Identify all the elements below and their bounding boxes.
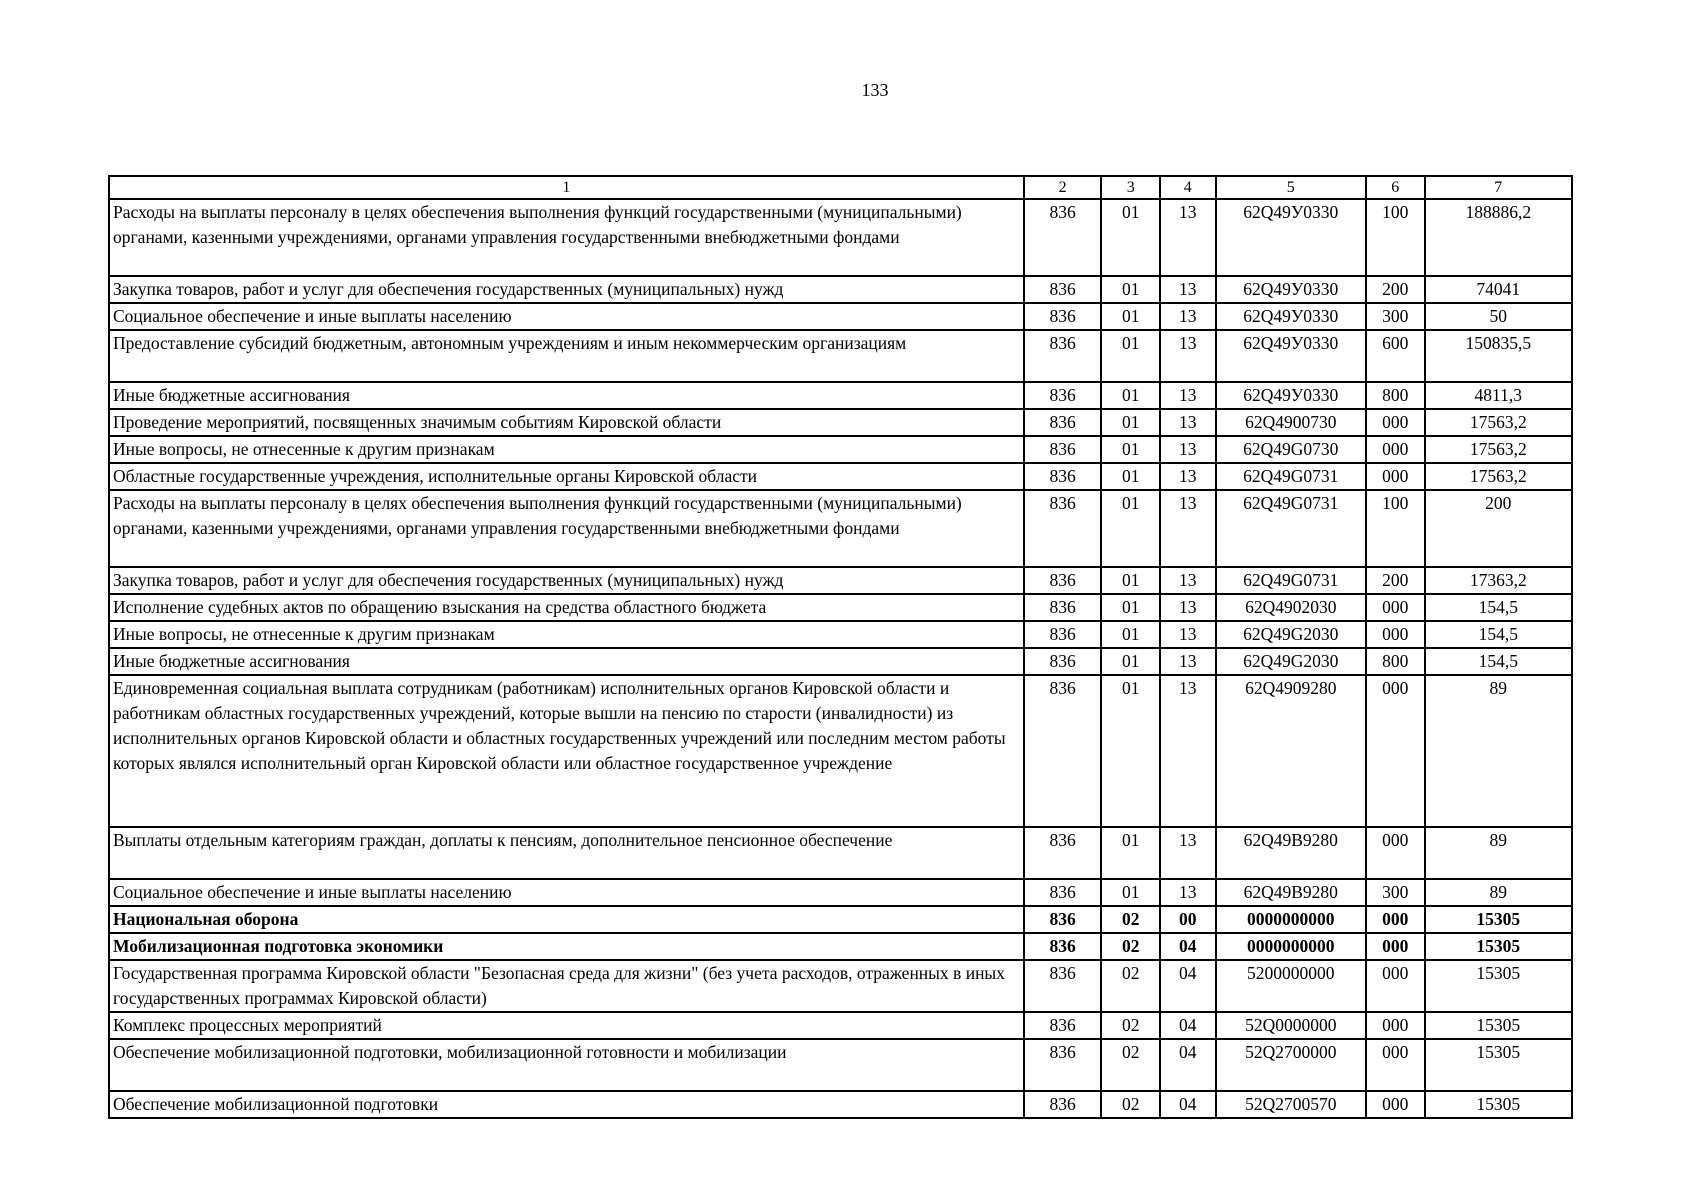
expense-type-cell: 000 [1366, 675, 1425, 827]
amount-cell: 15305 [1425, 1091, 1572, 1118]
subsection-cell: 13 [1160, 330, 1216, 382]
section-cell: 02 [1101, 960, 1160, 1012]
subsection-cell: 13 [1160, 648, 1216, 675]
section-cell: 01 [1101, 463, 1160, 490]
table-row [109, 960, 1572, 1012]
expense-type-cell: 000 [1366, 1039, 1425, 1091]
amount-cell: 17563,2 [1425, 436, 1572, 463]
table-row [109, 675, 1572, 827]
section-cell: 01 [1101, 594, 1160, 621]
subsection-cell: 13 [1160, 409, 1216, 436]
row-name-cell: Обеспечение мобилизационной подготовки [109, 1091, 1024, 1118]
section-cell: 01 [1101, 827, 1160, 879]
subsection-cell: 00 [1160, 906, 1216, 933]
row-name-cell: Комплекс процессных мероприятий [109, 1012, 1024, 1039]
code-gr-cell: 836 [1024, 621, 1102, 648]
expense-type-cell: 100 [1366, 199, 1425, 276]
code-gr-cell: 836 [1024, 1012, 1102, 1039]
expense-type-cell: 300 [1366, 303, 1425, 330]
budget-table [108, 175, 1573, 1119]
target-article-cell: 52Q2700000 [1216, 1039, 1366, 1091]
section-cell: 01 [1101, 276, 1160, 303]
code-gr-cell: 836 [1024, 436, 1102, 463]
amount-cell: 188886,2 [1425, 199, 1572, 276]
amount-cell: 154,5 [1425, 621, 1572, 648]
section-cell: 01 [1101, 648, 1160, 675]
table-row [109, 1091, 1572, 1118]
section-cell: 01 [1101, 199, 1160, 276]
table-row [109, 330, 1572, 382]
amount-cell: 89 [1425, 879, 1572, 906]
row-name-cell: Социальное обеспечение и иные выплаты населению [109, 879, 1024, 906]
column-header-4: 4 [1160, 176, 1216, 199]
code-gr-cell: 836 [1024, 1091, 1102, 1118]
table-row [109, 1039, 1572, 1091]
target-article-cell: 62Q4909280 [1216, 675, 1366, 827]
row-name-cell: Единовременная социальная выплата сотрудникам (работникам) исполнительных органов Кировской области и работникам областных государственных учреждений, которые вышли на пенсию по старости (инвалидности) из исполнительных органов Кировской области и областных государственных учреждений или последним местом работы которых являлся исполнительный орган Кировской области или областное государственное учреждение [109, 675, 1024, 827]
section-cell: 01 [1101, 409, 1160, 436]
row-name-cell: Расходы на выплаты персоналу в целях обеспечения выполнения функций государственными (муниципальными) органами, казенными учреждениями, органами управления государственными внебюджетными фондами [109, 490, 1024, 567]
target-article-cell: 62Q49У0330 [1216, 276, 1366, 303]
target-article-cell: 62Q49У0330 [1216, 382, 1366, 409]
target-article-cell: 62Q49G2030 [1216, 621, 1366, 648]
section-cell: 02 [1101, 906, 1160, 933]
table-row [109, 567, 1572, 594]
target-article-cell: 52Q2700570 [1216, 1091, 1366, 1118]
section-cell: 01 [1101, 382, 1160, 409]
amount-cell: 50 [1425, 303, 1572, 330]
target-article-cell: 0000000000 [1216, 906, 1366, 933]
row-name-cell: Иные бюджетные ассигнования [109, 648, 1024, 675]
amount-cell: 74041 [1425, 276, 1572, 303]
code-gr-cell: 836 [1024, 276, 1102, 303]
code-gr-cell: 836 [1024, 648, 1102, 675]
subsection-cell: 13 [1160, 276, 1216, 303]
target-article-cell: 52Q0000000 [1216, 1012, 1366, 1039]
row-name-cell: Мобилизационная подготовка экономики [109, 933, 1024, 960]
code-gr-cell: 836 [1024, 827, 1102, 879]
target-article-cell: 62Q49G0731 [1216, 490, 1366, 567]
target-article-cell: 62Q49У0330 [1216, 330, 1366, 382]
section-cell: 01 [1101, 567, 1160, 594]
table-row [109, 199, 1572, 276]
row-name-cell: Национальная оборона [109, 906, 1024, 933]
subsection-cell: 13 [1160, 594, 1216, 621]
code-gr-cell: 836 [1024, 933, 1102, 960]
subsection-cell: 04 [1160, 1012, 1216, 1039]
table-row [109, 621, 1572, 648]
row-name-cell: Исполнение судебных актов по обращению взыскания на средства областного бюджета [109, 594, 1024, 621]
code-gr-cell: 836 [1024, 675, 1102, 827]
section-cell: 01 [1101, 621, 1160, 648]
table-row [109, 490, 1572, 567]
section-cell: 01 [1101, 879, 1160, 906]
subsection-cell: 04 [1160, 960, 1216, 1012]
code-gr-cell: 836 [1024, 567, 1102, 594]
expense-type-cell: 000 [1366, 906, 1425, 933]
subsection-cell: 13 [1160, 463, 1216, 490]
amount-cell: 17363,2 [1425, 567, 1572, 594]
table-row [109, 409, 1572, 436]
target-article-cell: 62Q49B9280 [1216, 879, 1366, 906]
expense-type-cell: 000 [1366, 1091, 1425, 1118]
row-name-cell: Расходы на выплаты персоналу в целях обеспечения выполнения функций государственными (муниципальными) органами, казенными учреждениями, органами управления государственными внебюджетными фондами [109, 199, 1024, 276]
row-name-cell: Закупка товаров, работ и услуг для обеспечения государственных (муниципальных) нужд [109, 567, 1024, 594]
row-name-cell: Областные государственные учреждения, исполнительные органы Кировской области [109, 463, 1024, 490]
table-row [109, 906, 1572, 933]
table-row [109, 1012, 1572, 1039]
expense-type-cell: 800 [1366, 648, 1425, 675]
section-cell: 01 [1101, 303, 1160, 330]
code-gr-cell: 836 [1024, 906, 1102, 933]
row-name-cell: Обеспечение мобилизационной подготовки, мобилизационной готовности и мобилизации [109, 1039, 1024, 1091]
page-number: 133 [861, 80, 889, 100]
code-gr-cell: 836 [1024, 199, 1102, 276]
expense-type-cell: 800 [1366, 382, 1425, 409]
code-gr-cell: 836 [1024, 879, 1102, 906]
expense-type-cell: 200 [1366, 567, 1425, 594]
target-article-cell: 0000000000 [1216, 933, 1366, 960]
target-article-cell: 62Q4900730 [1216, 409, 1366, 436]
row-name-cell: Предоставление субсидий бюджетным, автономным учреждениям и иным некоммерческим организациям [109, 330, 1024, 382]
target-article-cell: 62Q49B9280 [1216, 827, 1366, 879]
section-cell: 01 [1101, 436, 1160, 463]
column-header-7: 7 [1425, 176, 1572, 199]
target-article-cell: 62Q49G0730 [1216, 436, 1366, 463]
table-row [109, 648, 1572, 675]
subsection-cell: 13 [1160, 436, 1216, 463]
target-article-cell: 62Q49У0330 [1216, 303, 1366, 330]
target-article-cell: 62Q49G0731 [1216, 463, 1366, 490]
amount-cell: 150835,5 [1425, 330, 1572, 382]
code-gr-cell: 836 [1024, 303, 1102, 330]
code-gr-cell: 836 [1024, 1039, 1102, 1091]
target-article-cell: 62Q4902030 [1216, 594, 1366, 621]
subsection-cell: 13 [1160, 199, 1216, 276]
table-row [109, 879, 1572, 906]
table-row [109, 827, 1572, 879]
subsection-cell: 04 [1160, 1039, 1216, 1091]
target-article-cell: 62Q49G2030 [1216, 648, 1366, 675]
amount-cell: 17563,2 [1425, 409, 1572, 436]
table-row [109, 463, 1572, 490]
subsection-cell: 04 [1160, 1091, 1216, 1118]
amount-cell: 17563,2 [1425, 463, 1572, 490]
column-header-5: 5 [1216, 176, 1366, 199]
expense-type-cell: 000 [1366, 621, 1425, 648]
expense-type-cell: 300 [1366, 879, 1425, 906]
header-row [109, 176, 1572, 199]
row-name-cell: Выплаты отдельным категориям граждан, доплаты к пенсиям, дополнительное пенсионное обеспечение [109, 827, 1024, 879]
expense-type-cell: 000 [1366, 463, 1425, 490]
section-cell: 02 [1101, 1012, 1160, 1039]
column-header-2: 2 [1024, 176, 1102, 199]
section-cell: 01 [1101, 490, 1160, 567]
row-name-cell: Закупка товаров, работ и услуг для обеспечения государственных (муниципальных) нужд [109, 276, 1024, 303]
table-row [109, 382, 1572, 409]
amount-cell: 15305 [1425, 960, 1572, 1012]
subsection-cell: 13 [1160, 879, 1216, 906]
section-cell: 01 [1101, 675, 1160, 827]
subsection-cell: 13 [1160, 675, 1216, 827]
amount-cell: 15305 [1425, 933, 1572, 960]
row-name-cell: Иные вопросы, не отнесенные к другим признакам [109, 436, 1024, 463]
section-cell: 02 [1101, 933, 1160, 960]
table-row [109, 933, 1572, 960]
table-row [109, 436, 1572, 463]
code-gr-cell: 836 [1024, 490, 1102, 567]
expense-type-cell: 100 [1366, 490, 1425, 567]
subsection-cell: 13 [1160, 303, 1216, 330]
subsection-cell: 13 [1160, 382, 1216, 409]
column-header-3: 3 [1101, 176, 1160, 199]
amount-cell: 15305 [1425, 906, 1572, 933]
expense-type-cell: 000 [1366, 1012, 1425, 1039]
expense-type-cell: 000 [1366, 960, 1425, 1012]
amount-cell: 89 [1425, 827, 1572, 879]
subsection-cell: 13 [1160, 567, 1216, 594]
code-gr-cell: 836 [1024, 382, 1102, 409]
code-gr-cell: 836 [1024, 463, 1102, 490]
amount-cell: 15305 [1425, 1012, 1572, 1039]
code-gr-cell: 836 [1024, 594, 1102, 621]
table-row [109, 303, 1572, 330]
amount-cell: 89 [1425, 675, 1572, 827]
amount-cell: 154,5 [1425, 594, 1572, 621]
amount-cell: 4811,3 [1425, 382, 1572, 409]
column-header-6: 6 [1366, 176, 1425, 199]
expense-type-cell: 600 [1366, 330, 1425, 382]
expense-type-cell: 000 [1366, 933, 1425, 960]
expense-type-cell: 000 [1366, 436, 1425, 463]
amount-cell: 154,5 [1425, 648, 1572, 675]
table-row [109, 276, 1572, 303]
table-row [109, 594, 1572, 621]
expense-type-cell: 000 [1366, 409, 1425, 436]
code-gr-cell: 836 [1024, 330, 1102, 382]
row-name-cell: Иные вопросы, не отнесенные к другим признакам [109, 621, 1024, 648]
expense-type-cell: 000 [1366, 827, 1425, 879]
target-article-cell: 62Q49G0731 [1216, 567, 1366, 594]
amount-cell: 15305 [1425, 1039, 1572, 1091]
code-gr-cell: 836 [1024, 409, 1102, 436]
row-name-cell: Иные бюджетные ассигнования [109, 382, 1024, 409]
subsection-cell: 13 [1160, 621, 1216, 648]
target-article-cell: 62Q49У0330 [1216, 199, 1366, 276]
amount-cell: 200 [1425, 490, 1572, 567]
column-header-1: 1 [109, 176, 1024, 199]
row-name-cell: Социальное обеспечение и иные выплаты населению [109, 303, 1024, 330]
expense-type-cell: 200 [1366, 276, 1425, 303]
section-cell: 01 [1101, 330, 1160, 382]
subsection-cell: 04 [1160, 933, 1216, 960]
row-name-cell: Проведение мероприятий, посвященных значимым событиям Кировской области [109, 409, 1024, 436]
target-article-cell: 5200000000 [1216, 960, 1366, 1012]
expense-type-cell: 000 [1366, 594, 1425, 621]
section-cell: 02 [1101, 1091, 1160, 1118]
row-name-cell: Государственная программа Кировской области "Безопасная среда для жизни" (без учета расходов, отраженных в иных государственных программах Кировской области) [109, 960, 1024, 1012]
section-cell: 02 [1101, 1039, 1160, 1091]
table-body [109, 199, 1572, 1118]
subsection-cell: 13 [1160, 827, 1216, 879]
code-gr-cell: 836 [1024, 960, 1102, 1012]
subsection-cell: 13 [1160, 490, 1216, 567]
